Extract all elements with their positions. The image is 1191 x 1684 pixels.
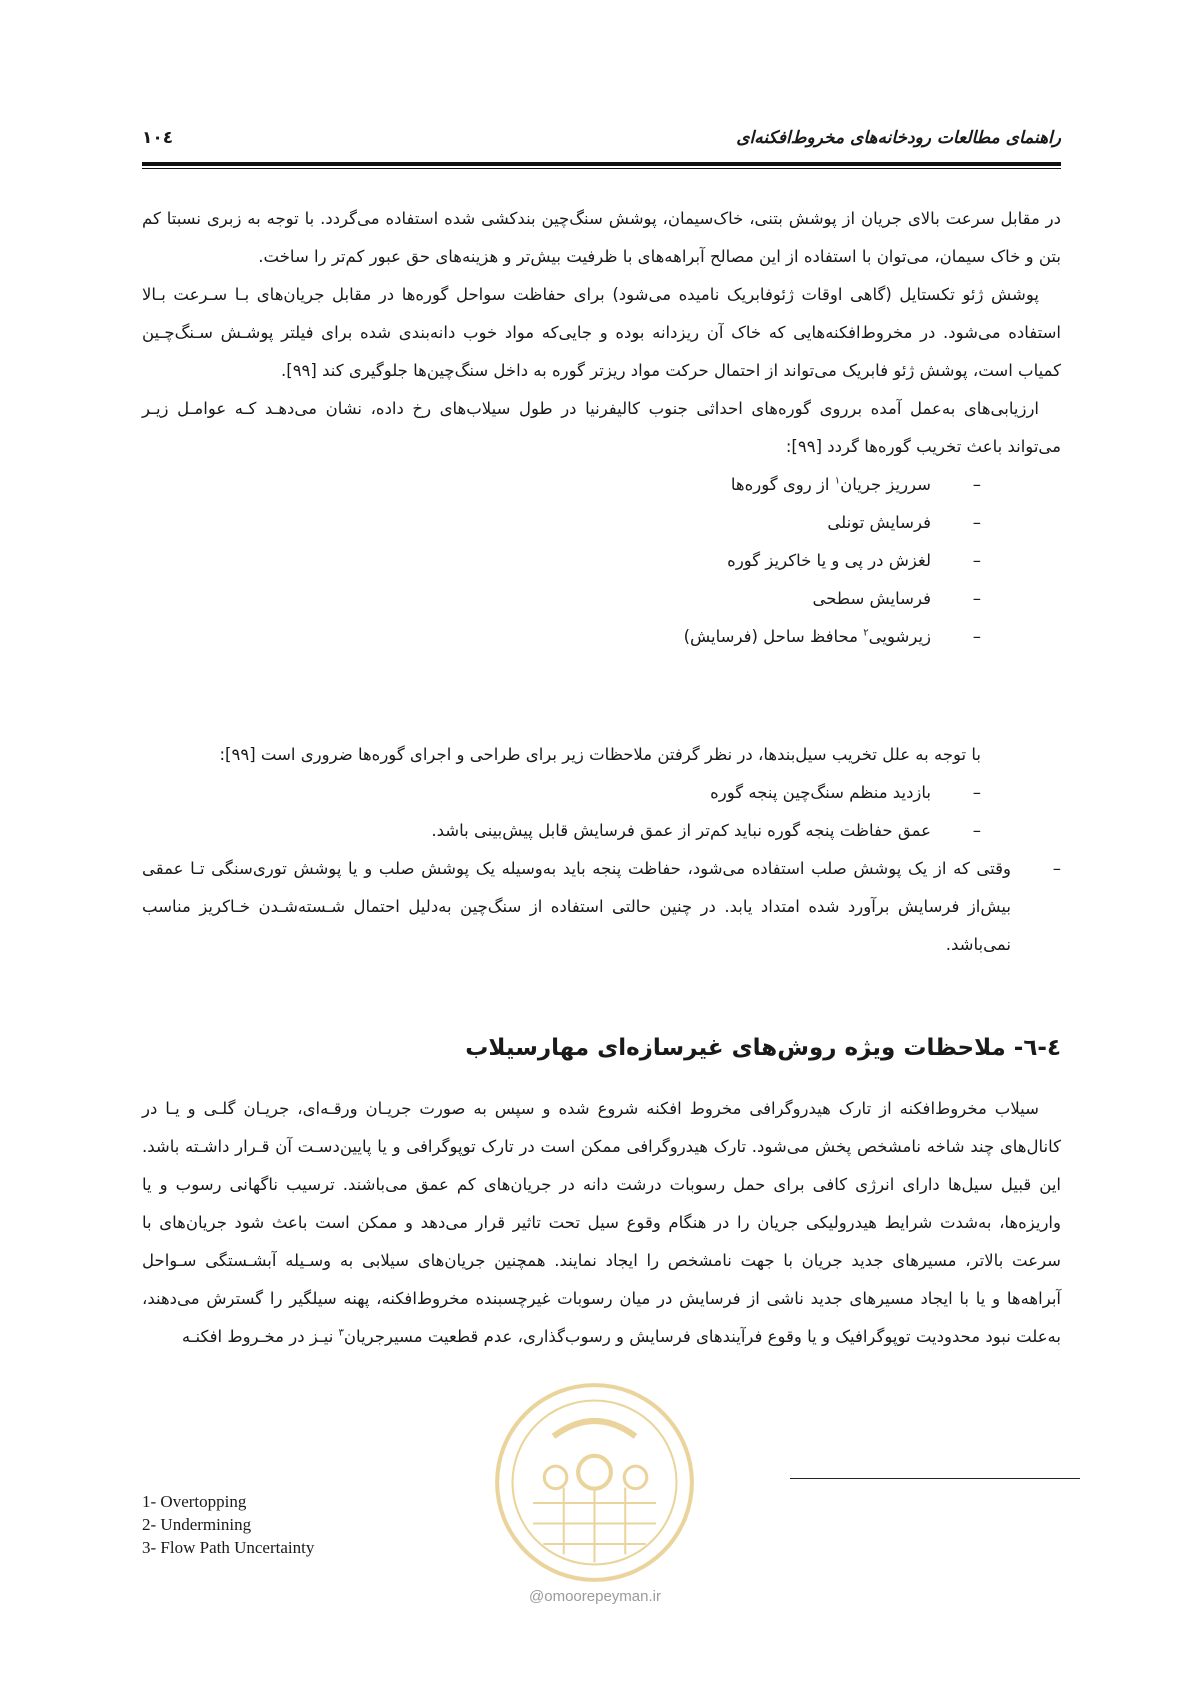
list-item-text: سرریز جریان: [840, 475, 931, 494]
section-paragraph-text: سیلاب مخروط‌افکنه از تارک هیدروگرافی مخروط افکنه شروع شده و سپس به صورت جریـان ورقـه‌ای، جریـان گلـی و یـا در کانال‌های چند شاخه نامشخص پخش می‌شود. تارک هیدروگرافی ممکن است در تارک توپوگرافی و یا پایین‌دسـت آن قـرار داشـته باشد. این قبیل سیل‌ها دارای انرژی کافی برای حمل رسوبات درشت دانه در جریان‌های کم عمق می‌باشند. ترسیب ناگهانی رسوب و یا واریزه‌ها، به‌شدت شرایط هیدرولیکی جریان را در هنگام وقوع سیل تحت تاثیر قرار می‌دهد و ممکن است باعث شود جریان‌های با سرعت بالاتر، مسیرهای جدید جریان با جهت نامشخص را ایجاد نمایند. همچنین جریان‌های سیلابی به وسـیله آبشـستگی سـواحل آبراهه‌ها و یا با ایجاد مسیرهای جدید ناشی از فرسایش در میان رسوبات غیرچسبنده مخروط‌افکنه، پهنه سیلگیر را گسترش می‌دهند، به‌علت نبود محدودیت توپوگرافیک و یا وقوع فرآیندهای فرسایش و رسوب‌گذاری، عدم قطعیت مسیرجریان: [142, 1099, 1061, 1346]
failure-causes-list: [142, 466, 1061, 656]
list-dash: –: [972, 821, 981, 840]
footnote-ref: ۱: [834, 475, 841, 487]
list-dash: –: [972, 627, 981, 646]
header-rule-thin: [142, 168, 1061, 169]
footnote-ref: ۳: [338, 1327, 344, 1339]
list-item: [142, 542, 981, 580]
list-item-text: عمق حفاظت پنجه گوره نباید کم‌تر از عمق فرسایش قابل پیش‌بینی باشد.: [431, 821, 931, 840]
watermark-url: @omoorepeyman.ir: [529, 1588, 661, 1605]
design-considerations-intro: با توجه به علل تخریب سیل‌بندها، در نظر گرفتن ملاحظات زیر برای طراحی و اجرای گوره‌ها ضروری است [۹۹]:: [219, 745, 981, 764]
list-item: [142, 504, 981, 542]
list-dash: –: [972, 551, 981, 570]
publisher-seal-watermark: [492, 1380, 697, 1585]
list-item: [142, 812, 981, 850]
list-item: [142, 850, 1061, 964]
footnote-ref: ۲: [863, 627, 869, 639]
paragraph-3: ارزیابی‌های به‌عمل آمده برروی گوره‌های احداثی جنوب کالیفرنیا در طول سیلاب‌های رخ داده، نشان می‌دهـد کـه عوامـل زیـر می‌تواند باعث تخریب گوره‌ها گردد [۹۹]:: [142, 399, 1061, 456]
footnote-separator: [790, 1478, 1080, 1479]
list-dash: –: [1052, 859, 1061, 878]
footnote: 2- Undermining: [142, 1515, 252, 1534]
header-rule-thick: [142, 162, 1061, 166]
section-paragraph: [142, 1090, 1061, 1356]
footnote: 1- Overtopping: [142, 1492, 247, 1511]
footnotes: [142, 1490, 314, 1559]
list-item: [142, 618, 981, 656]
design-considerations-list: [142, 774, 1061, 964]
list-item-text: لغزش در پی و یا خاکریز گوره: [727, 551, 931, 570]
list-item: [142, 466, 981, 504]
header-title: راهنمای مطالعات رودخانه‌های مخروط‌افکنه‌ای: [736, 128, 1061, 148]
section-heading: ٤-٦- ملاحظات ویژه روش‌های غیرسازه‌ای مهارسیلاب: [465, 1035, 1061, 1061]
footnote: 3- Flow Path Uncertainty: [142, 1538, 315, 1557]
list-dash: –: [972, 783, 981, 802]
paragraph-1: در مقابل سرعت بالای جریان از پوشش بتنی، خاک‌سیمان، پوشش سنگ‌چین بندکشی شده استفاده می‌گردد. با توجه به زبری نسبتا کم بتن و خاک سیمان، می‌توان با استفاده از این مصالح آبراهه‌های با ظرفیت بیش‌تر و هزینه‌های حق عبور کم‌تر را ساخت.: [142, 209, 1061, 266]
list-item-text: بازدید منظم سنگ‌چین پنجه گوره: [710, 783, 931, 802]
list-item-text: فرسایش سطحی: [812, 589, 931, 608]
page-number: ۱۰٤: [142, 128, 174, 148]
list-item-text-after: محافظ ساحل (فرسایش): [683, 627, 864, 646]
list-item: [142, 774, 981, 812]
section-paragraph-text-end: نیـز در مخـروط افکنـه: [181, 1327, 339, 1346]
running-header: [142, 128, 1061, 158]
list-item-text: وقتی که از یک پوشش صلب استفاده می‌شود، حفاظت پنجه باید به‌وسیله یک پوشش صلب و یا پوشش توری‌سنگی تـا عمقی بیش‌از فرسایش برآورد شده امتداد یابد. در چنین حالتی استفاده از سنگ‌چین به‌دلیل احتمال شـسته‌شـدن خـاکریز مناسب نمی‌باشد.: [142, 859, 1011, 954]
list-item-text: زیرشویی: [868, 627, 931, 646]
list-item-text-after: از روی گوره‌ها: [730, 475, 835, 494]
list-dash: –: [972, 475, 981, 494]
list-dash: –: [972, 513, 981, 532]
paragraph-2: پوشش ژئو تکستایل (گاهی اوقات ژئوفابریک نامیده می‌شود) برای حفاظت سواحل گوره‌ها در مقابل جریان‌های بـا سـرعت بـالا استفاده می‌شود. در مخروط‌افکنه‌هایی که خاک آن ریزدانه بوده و جایی‌که مواد خوب دانه‌بندی شده برای فیلتر پوشـش سـنگ‌چـین کمیاب است، پوشش ژئو فابریک می‌تواند از احتمال حرکت مواد ریزتر گوره به داخل سنگ‌چین‌ها جلوگیری کند [۹۹].: [142, 285, 1061, 380]
list-dash: –: [972, 589, 981, 608]
list-item: [142, 580, 981, 618]
list-item-text: فرسایش تونلی: [827, 513, 931, 532]
